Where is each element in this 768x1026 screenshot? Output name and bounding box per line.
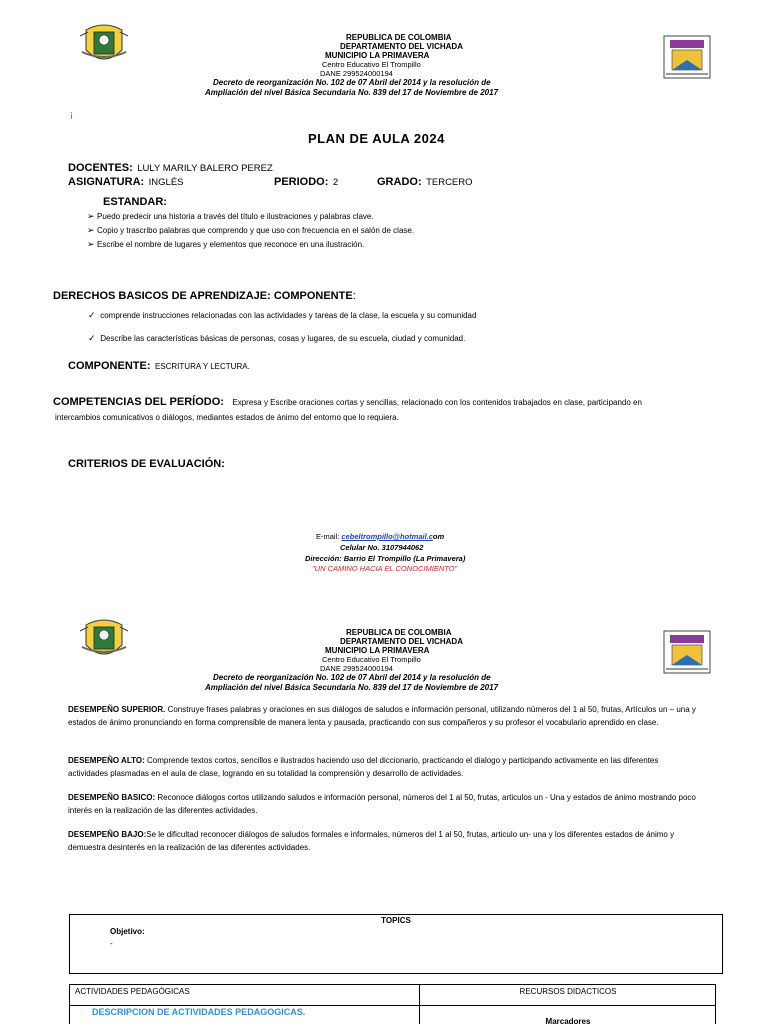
municipal-shield-icon bbox=[78, 617, 130, 663]
competencias-label: COMPETENCIAS DEL PERÍODO: bbox=[53, 396, 224, 408]
dba-label: DERECHOS BASICOS DE APRENDIZAJE: COMPONENTE bbox=[53, 290, 353, 302]
resource-marcadores: Marcadores bbox=[545, 1017, 591, 1026]
red-marker: ¡ bbox=[70, 109, 73, 119]
dba-item: ✓ Describe las características básicas de personas, cosas y lugares, de su escuela, ciudad y comunidad. bbox=[88, 333, 466, 343]
docentes-label: DOCENTES: bbox=[68, 162, 133, 174]
periodo-row bbox=[274, 172, 338, 190]
header-decreto: Decreto de reorganización No. 102 de 07 Abril del 2014 y la resolución de bbox=[213, 78, 491, 87]
page-header-1 bbox=[0, 20, 768, 110]
desempeno-bajo: DESEMPEÑO BAJO:Se le dificultad reconocer diálogos de saludos formales e informales, números del 1 al 50, frutas, articulo un- una y los diferentes estados de ánimo y demuestra desinterés en la realización de las diferentes actividades. bbox=[68, 830, 675, 852]
header-municipio: MUNICIPIO LA PRIMAVERA bbox=[325, 646, 430, 655]
activities-table bbox=[69, 984, 716, 1024]
email-link[interactable]: cebeltrompillo@hotmail.c bbox=[341, 532, 433, 541]
asignatura-label: ASIGNATURA: bbox=[68, 176, 145, 188]
competencias-block bbox=[53, 392, 713, 422]
grado-row bbox=[377, 172, 473, 190]
desempeno-alto: DESEMPEÑO ALTO: Comprende textos cortos, sencillos e ilustrados haciendo uso del diccionario, practicando el dialogo y participando activamente en las diferentes actividades plasmadas en el aula de clase, logrando en su totalidad la comprensión y desarrollo de actividades. bbox=[68, 756, 659, 778]
header-dane: DANE 299524000194 bbox=[320, 664, 393, 673]
docentes-value: LULY MARILY BALERO PEREZ bbox=[137, 163, 273, 174]
desempeno-superior: DESEMPEÑO SUPERIOR. Construye frases palabras y oraciones en sus diálogos de saludos e información personal, utilizando números del 1 al 50, frutas, Artículos un – una y estados de ánimo pronunciando en forma comprensible de manera lenta y pausada, practicando con sus compañeros y su profesor el vocabulario aprendido en clase. bbox=[68, 705, 696, 727]
competencias-text-2: intercambios comunicativos o diálogos, mediantes estados de ánimo del entorno que lo requiera. bbox=[55, 413, 399, 422]
estandar-label: ESTANDAR: bbox=[103, 196, 167, 208]
header-decreto: Decreto de reorganización No. 102 de 07 Abril del 2014 y la resolución de bbox=[213, 673, 491, 682]
header-departamento: DEPARTAMENTO DEL VICHADA bbox=[340, 637, 463, 646]
grado-value: TERCERO bbox=[426, 177, 473, 188]
school-shield-icon bbox=[662, 629, 712, 675]
topics-table bbox=[69, 914, 723, 974]
header-republica: REPUBLICA DE COLOMBIA bbox=[346, 33, 452, 42]
estandar-item: ➢ Copio y trascribo palabras que comprendo y que uso con frecuencia en el salón de clase. bbox=[87, 225, 415, 235]
periodo-value: 2 bbox=[332, 177, 339, 188]
competencias-text-1: Expresa y Escribe oraciones cortas y sencillas, relacionado con los contenidos trabajados en clase, participando en bbox=[232, 398, 642, 407]
footer-email-row: E-mail: cebeltrompillo@hotmail.com bbox=[316, 532, 445, 541]
topics-header: TOPICS bbox=[381, 916, 411, 925]
activities-description-heading: DESCRIPCION DE ACTIVIDADES PEDAGOGICAS. bbox=[92, 1007, 306, 1017]
componente-row bbox=[68, 356, 250, 374]
page-title: PLAN DE AULA 2024 bbox=[308, 131, 445, 146]
footer-address: Dirección: Barrio El Trompillo (La Primavera) bbox=[305, 554, 466, 563]
objective-label: Objetivo: bbox=[110, 927, 145, 936]
componente-value: ESCRITURA Y LECTURA. bbox=[154, 362, 250, 371]
header-dane: DANE 299524000194 bbox=[320, 69, 393, 78]
arrow-bullet-icon: ➢ bbox=[87, 211, 95, 221]
resources-header: RECURSOS DIDACTICOS bbox=[519, 987, 617, 996]
header-centro: Centro Educativo El Trompillo bbox=[322, 655, 421, 664]
header-ampliacion: Ampliación del nivel Básica Secundaria No. 839 del 17 de Noviembre de 2017 bbox=[205, 88, 499, 97]
page-header-2 bbox=[0, 615, 768, 705]
criterios-label: CRITERIOS DE EVALUACIÓN: bbox=[68, 458, 225, 470]
componente-label: COMPONENTE: bbox=[68, 360, 151, 372]
asignatura-value: INGLÉS bbox=[148, 177, 184, 188]
estandar-item: ➢ Escribe el nombre de lugares y elementos que reconoce en una ilustración. bbox=[87, 239, 365, 249]
estandar-item: ➢ Puedo predecir una historia a través del título e ilustraciones y palabras clave. bbox=[87, 211, 374, 221]
header-republica: REPUBLICA DE COLOMBIA bbox=[346, 628, 452, 637]
activities-header: ACTIVIDADES PEDAGÓGICAS bbox=[75, 987, 190, 996]
check-bullet-icon: ✓ bbox=[88, 333, 96, 343]
periodo-label: PERIODO: bbox=[274, 176, 329, 188]
asignatura-row bbox=[68, 172, 184, 190]
header-centro: Centro Educativo El Trompillo bbox=[322, 60, 421, 69]
school-shield-icon bbox=[662, 34, 712, 80]
header-ampliacion: Ampliación del nivel Básica Secundaria No. 839 del 17 de Noviembre de 2017 bbox=[205, 683, 499, 692]
footer-phone: Celular No. 3107944062 bbox=[340, 543, 424, 552]
dba-item: ✓ comprende instrucciones relacionadas con las actividades y tareas de la clase, la escuela y su comunidad bbox=[88, 310, 477, 320]
grado-label: GRADO: bbox=[377, 176, 422, 188]
header-departamento: DEPARTAMENTO DEL VICHADA bbox=[340, 42, 463, 51]
arrow-bullet-icon: ➢ bbox=[87, 239, 95, 249]
objective-value: - bbox=[110, 939, 113, 948]
municipal-shield-icon bbox=[78, 22, 130, 68]
header-municipio: MUNICIPIO LA PRIMAVERA bbox=[325, 51, 430, 60]
desempeno-basico: DESEMPEÑO BASICO: Reconoce diálogos cortos utilizando saludos e información personal, números del 1 al 50, frutas, articulos un - Una y estados de ánimo mostrando poco interés en la realización de las diferentes actividades. bbox=[68, 793, 696, 815]
footer-slogan: "UN CAMINO HACIA EL CONOCIMIENTO" bbox=[312, 564, 458, 573]
arrow-bullet-icon: ➢ bbox=[87, 225, 95, 235]
check-bullet-icon: ✓ bbox=[88, 310, 96, 320]
dba-heading: DERECHOS BASICOS DE APRENDIZAJE: COMPONENTE: bbox=[53, 290, 356, 302]
